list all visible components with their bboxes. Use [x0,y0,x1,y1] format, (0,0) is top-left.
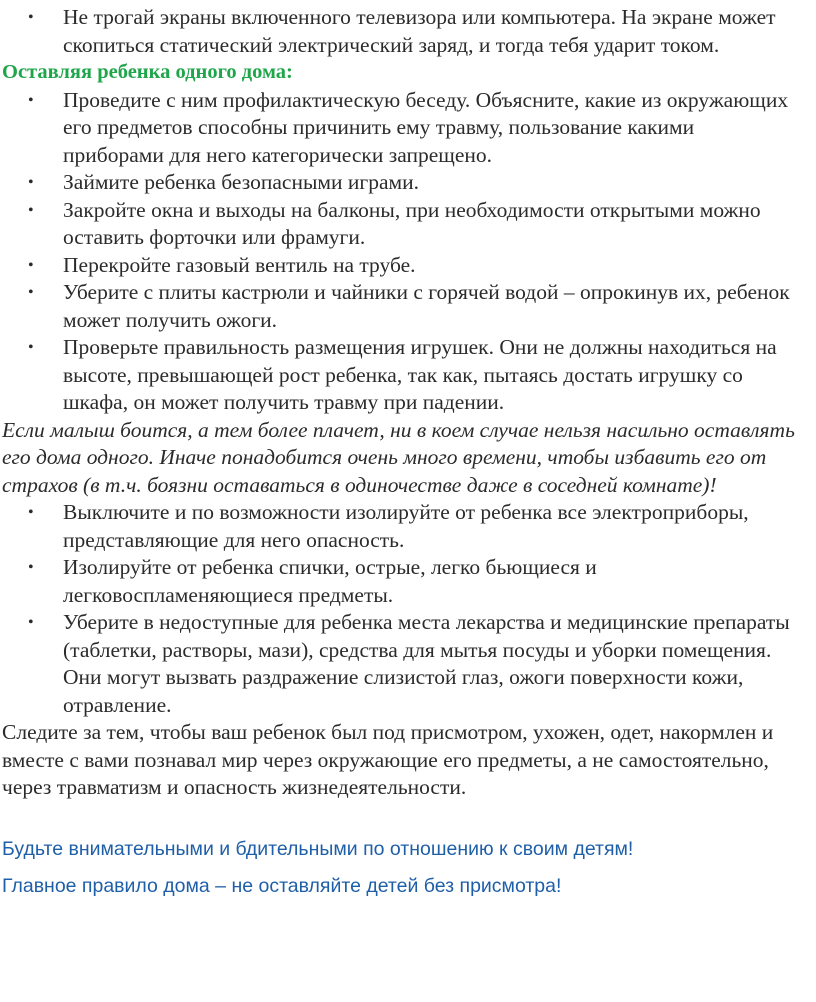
bullet-icon: • [28,9,34,26]
bullet-icon: • [28,91,34,109]
spacer [0,802,800,831]
italic-note: Если малыш боится, а тем более плачет, ни в коем случае нельзя насильно оставлять его дома одного. Иначе понадобится очень много времени, чтобы избавить его от страхов (в т.ч. боязни оставаться в одиночестве даже в соседней комнате)! [2,417,795,497]
bullet-icon: • [28,256,34,274]
list-item-text: Перекройте газовый вентиль на трубе. [63,252,416,277]
list-item [0,554,800,609]
bullet-icon: • [28,201,34,219]
list-item-text: Изолируйте от ребенка спички, острые, легко бьющиеся и легковоспламеняющиеся предметы. [63,555,597,607]
list-item [0,279,800,334]
list-item [0,252,800,280]
bullet-icon: • [28,614,34,631]
list-item-text: Проведите с ним профилактическую беседу. Объясните, какие из окружающих его предметов способны причинить ему травму, пользование какими приборами для него категорически запрещено. [63,87,789,167]
list-item-text: Закройте окна и выходы на балконы, при необходимости открытыми можно оставить форточки или фрамуги. [63,197,761,249]
list-item [0,4,800,59]
list-item-text: Займите ребенка безопасными играми. [63,170,419,194]
list-item-text: Не трогай экраны включенного телевизора или компьютера. На экране может скопиться статический электрический заряд, и тогда тебя ударит током. [63,5,776,57]
list-item-text: Уберите с плиты кастрюли и чайники с горячей водой – опрокинув их, ребенок может получить ожоги. [63,280,790,332]
bullet-icon: • [28,284,34,301]
list-item-text: Уберите в недоступные для ребенка места лекарства и медицинские препараты (таблетки, растворы, мази), средства для мытья посуды и уборки помещения. Они могут вызвать раздражение слизистой глаз, ожоги поверхности кожи, отравление. [63,610,790,717]
list-item-text: Проверьте правильность размещения игрушек. Они не должны находиться на высоте, превышающей рост ребенка, так как, пытаясь достать игрушку со шкафа, он может получить травму при падении. [63,335,777,414]
bullet-icon: • [28,339,34,356]
bullet-icon: • [28,174,34,191]
section-heading-alone: Оставляя ребенка одного дома: [2,61,293,83]
closing-paragraph: Следите за тем, чтобы ваш ребенок был под присмотром, ухожен, одет, накормлен и вместе с вами познавал мир через окружающие его предметы, а не самостоятельно, через травматизм и опасность жизнедеятельности. [2,720,774,799]
bullet-icon: • [28,504,34,521]
list-item [0,609,800,719]
list-item [0,197,800,252]
list-item [0,87,800,170]
closing-slogan-2: Главное правило дома – не оставляйте детей без присмотра! [2,874,562,897]
list-item [0,169,800,197]
safety-list-more [0,499,800,719]
list-item [0,334,800,417]
list-item-text: Выключите и по возможности изолируйте от ребенка все электроприборы, представляющие для него опасность. [63,500,749,552]
safety-list-top [0,4,800,59]
list-item [0,499,800,554]
bullet-icon: • [28,559,34,576]
safety-list-alone [0,87,800,417]
closing-slogan-1: Будьте внимательными и бдительными по отношению к своим детям! [2,837,634,860]
